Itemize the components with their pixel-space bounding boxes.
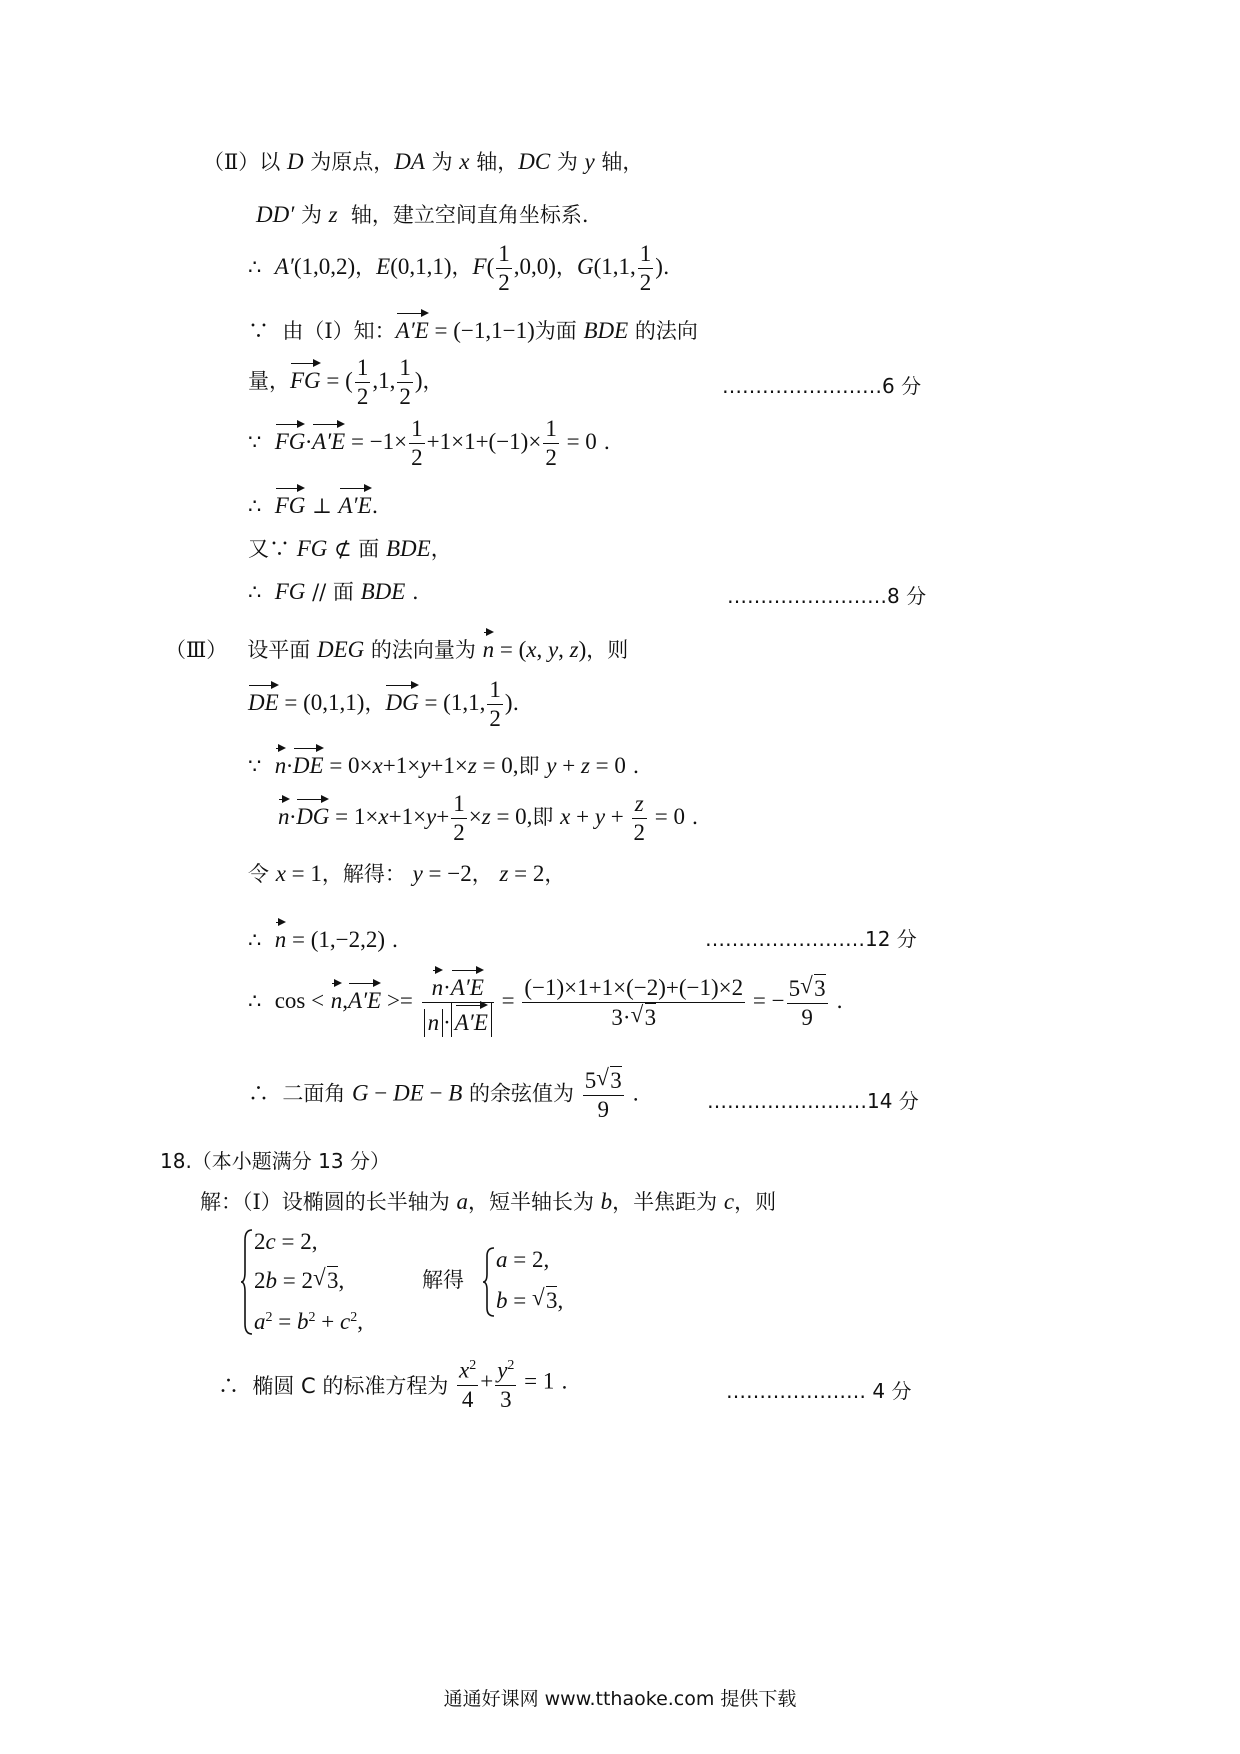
- part2-line4: ∵ 由（Ⅰ）知：A′E = (−1,1−1)为面 BDE 的法向: [248, 311, 698, 345]
- part3-line2: DE = (0,1,1)，DG = (1,1, $\frac{1}{2}$ ).: [248, 677, 520, 731]
- score-12: ……………………12 分: [705, 927, 917, 951]
- solve-label: 解得: [422, 1268, 464, 1292]
- q18-line1: 解：（Ⅰ）设椭圆的长半轴为 a，短半轴长为 b，半焦距为 c，则: [200, 1189, 777, 1214]
- equation-system: 2c = 2, 2b = 2√ 3, $a^2 = b^2 + c^2$,: [240, 1228, 400, 1338]
- part3-line4: n·DG = 1×x+1×y+ $\frac{1}{2}$ ×z = 0,即 x + y + $\frac{z}{2}$ = 0 .: [278, 791, 699, 845]
- q18-heading: 18.（本小题满分 13 分）: [160, 1149, 390, 1173]
- left-brace-icon: [482, 1246, 496, 1318]
- part3-line5: 令 x = 1，解得： y = −2， z = 2，: [248, 861, 566, 886]
- footer-credit: 通通好课网 www.tthaoke.com 提供下载: [443, 1688, 797, 1710]
- part3-line7: ∴ cos < n,A′E >= $\frac{n\cdot A'E}{n \cdot A'E}$ = $\frac{(-1)\times 1+1\times(-2)+(-1)\times 2}{3\cdot√ 3}$ = − $\frac{5√ 3}{9}$ .: [248, 968, 843, 1037]
- part2-line5: 量，FG = ( $\frac{1}{2}$ ,1, $\frac{1}{2}$ )，: [248, 355, 444, 409]
- score-6: ……………………6 分: [722, 374, 922, 398]
- score-4: ………………… 4 分: [726, 1379, 912, 1403]
- part2-line6: ∵ FG·A′E = −1× $\frac{1}{2}$ +1×1+(−1)× $\frac{1}{2}$ = 0 .: [248, 416, 611, 470]
- score-14: ……………………14 分: [707, 1089, 919, 1113]
- ellipse-equation: $\frac{x^2}{4}$ + $\frac{y^2}{3}$ = 1 .: [455, 1352, 568, 1414]
- part2-line7: ∴ FG ⊥ A′E.: [248, 486, 378, 520]
- part2-line3: ∴ A′(1,0,2)，E(0,1,1)，F( $\frac{1}{2}$ ,0,0)，G(1,1, $\frac{1}{2}$ ).: [248, 241, 670, 295]
- part3-line6: ∴ n = (1,−2,2) .: [248, 920, 398, 954]
- score-8: ……………………8 分: [727, 584, 927, 608]
- part3-line1: （Ⅲ） 设平面 DEG 的法向量为 n = (x, y, z)，则: [165, 630, 628, 664]
- q18-line2: ∴ 椭圆 C 的标准方程为: [218, 1374, 449, 1398]
- part3-line3: ∵ n·DE = 0×x+1×y+1×z = 0,即 y + z = 0 .: [248, 746, 639, 780]
- part2-line8: 又∵ FG ⊄ 面 BDE，: [248, 536, 452, 561]
- part2-line2: DD′ 为 z 轴，建立空间直角坐标系.: [256, 202, 589, 227]
- part2-line9: ∴ FG // 面 BDE .: [248, 579, 419, 604]
- solution-system: a = 2, b = √ 3,: [482, 1246, 602, 1320]
- part3-line8: ∴ 二面角 G − DE − B 的余弦值为 $\frac{5√ 3}{9}$ .: [248, 1066, 639, 1124]
- part2-line1: （Ⅱ）以 D 为原点，DA 为 x 轴，DC 为 y 轴，: [203, 149, 644, 174]
- left-brace-icon: [240, 1228, 254, 1336]
